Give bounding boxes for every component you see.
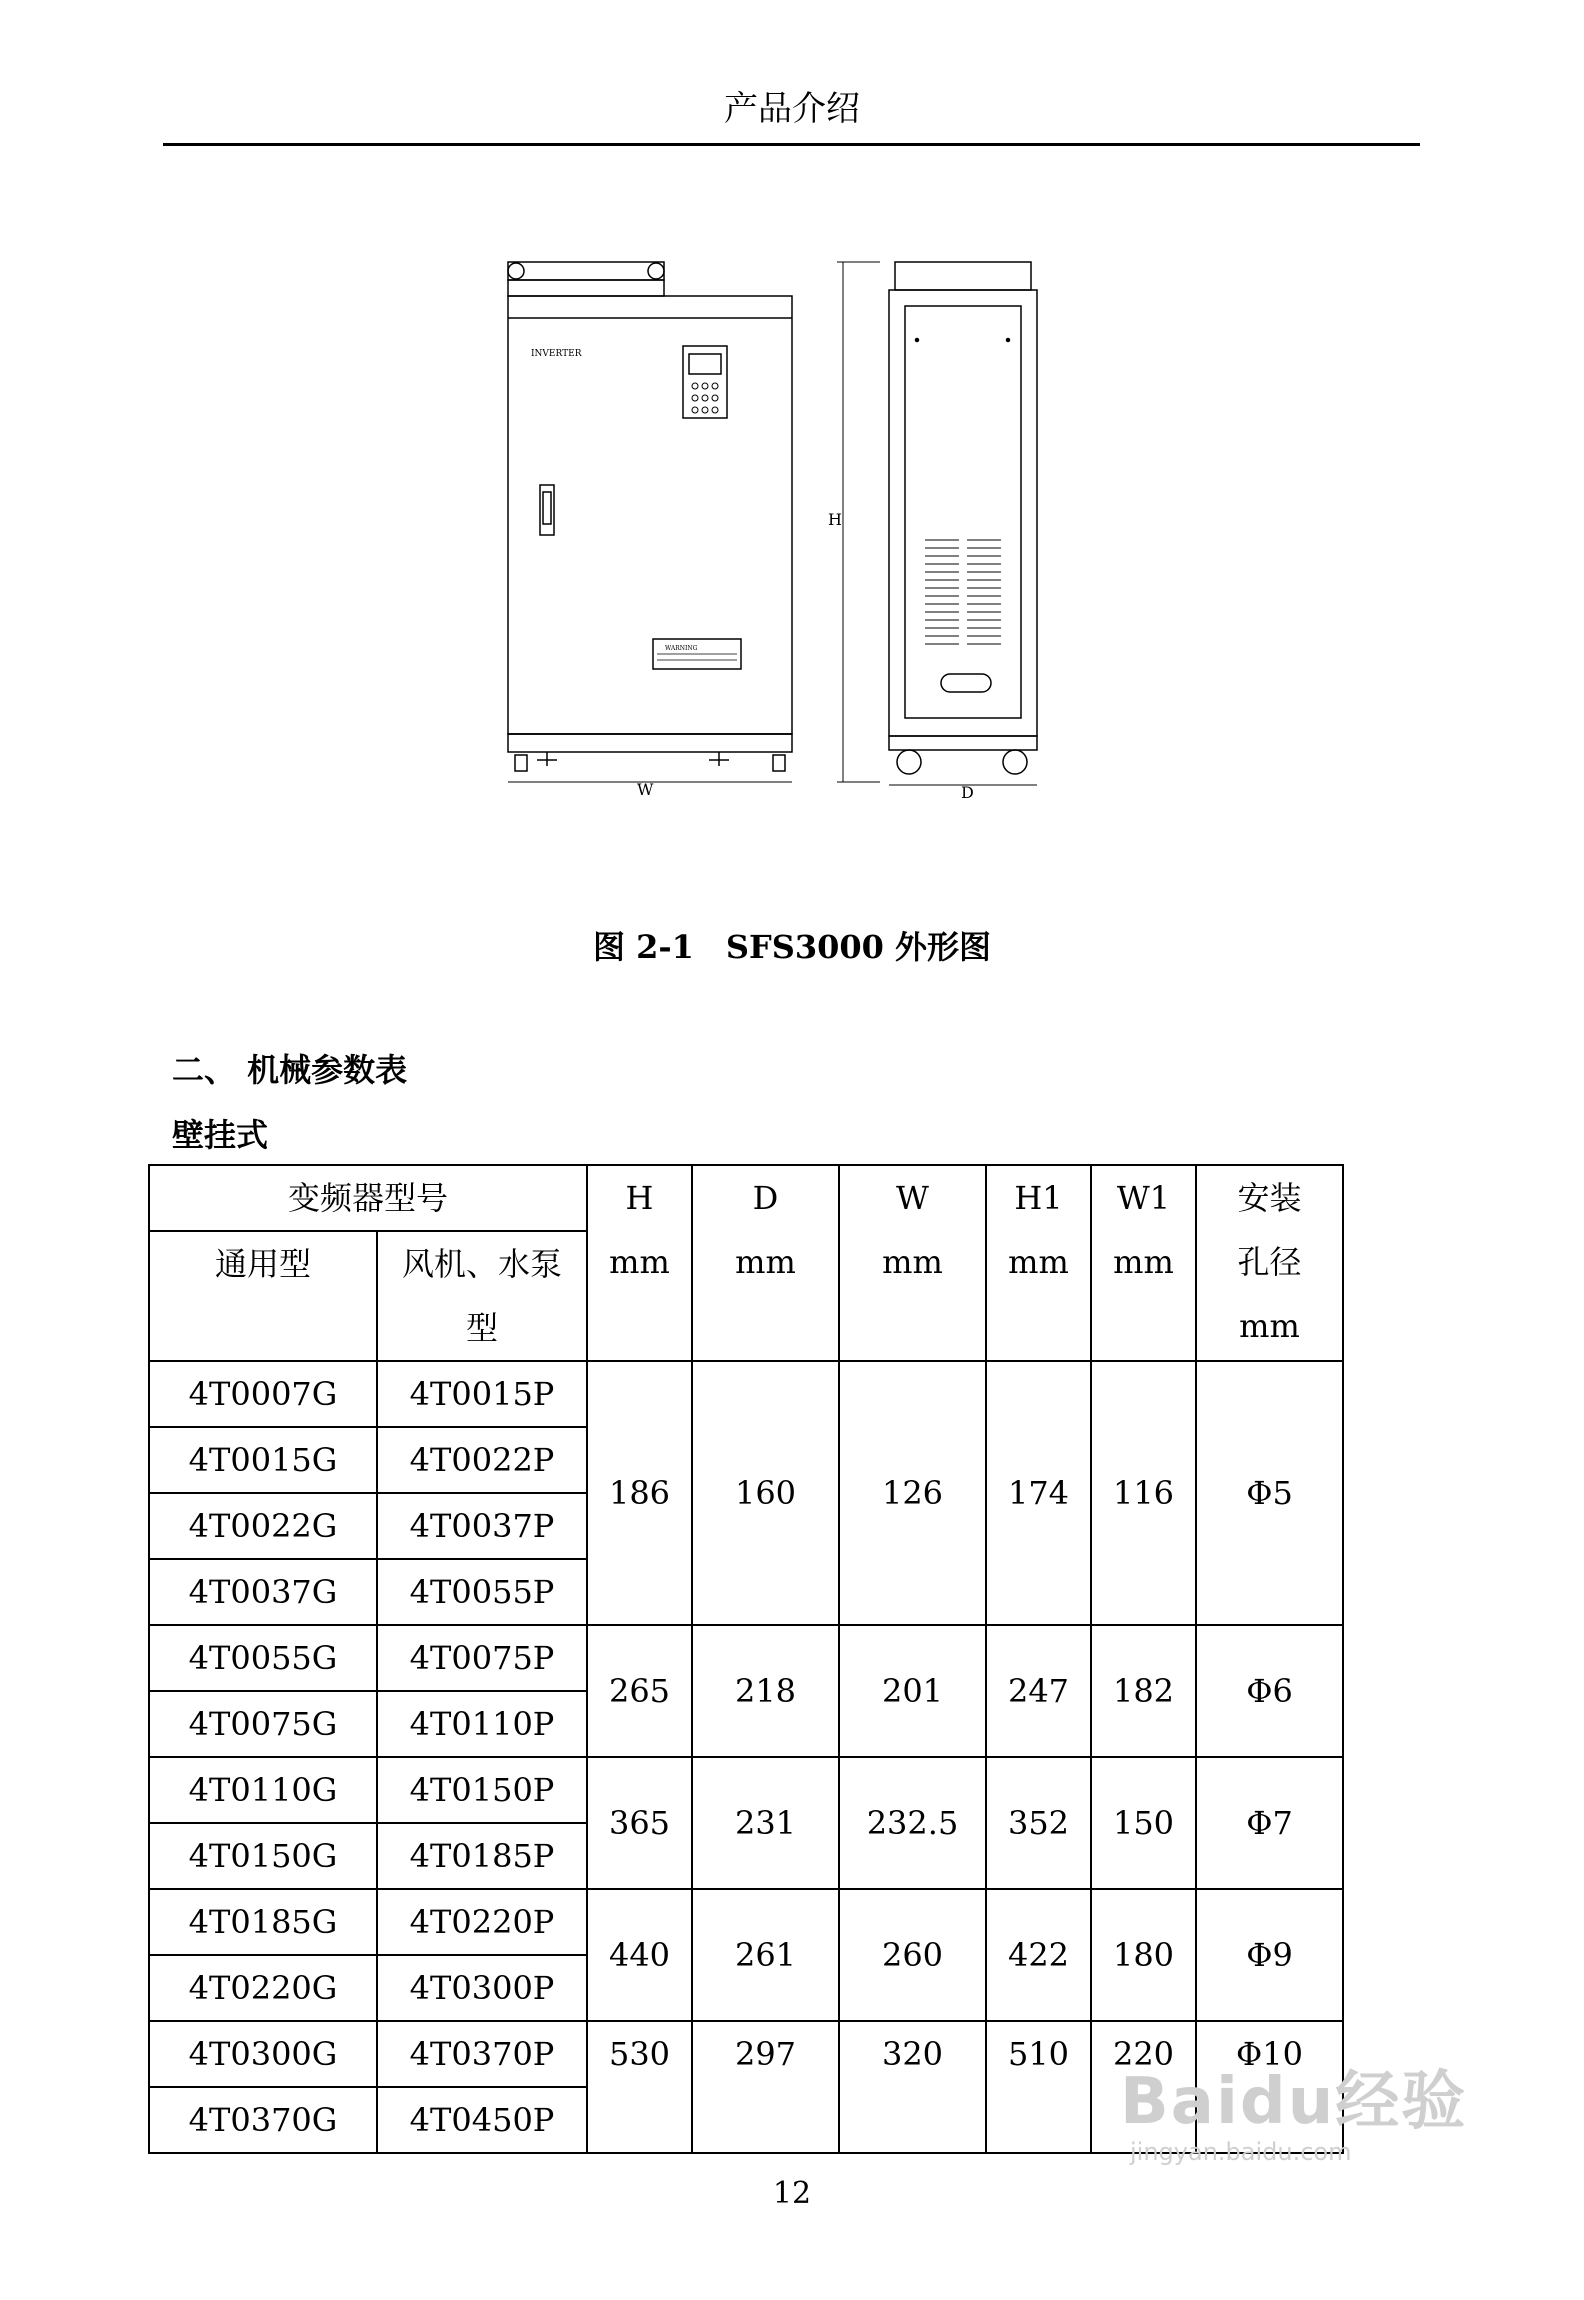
header-w: W mm	[839, 1165, 986, 1361]
header-d: D mm	[692, 1165, 839, 1361]
header-row-1	[149, 1165, 1343, 1231]
front-view	[508, 262, 792, 799]
figure-caption: 图 2-1 SFS3000 外形图	[592, 928, 992, 966]
baidu-jingyan-watermark	[1120, 2050, 1467, 2166]
table-row: 4T0055G 4T0075P 265 218 201 247 182 Φ6	[149, 1625, 1343, 1691]
warning-label: WARNING	[665, 645, 698, 652]
header-fan-pump: 风机、水泵 型	[377, 1231, 587, 1361]
header-general: 通用型	[149, 1231, 377, 1361]
header-h1: H1 mm	[986, 1165, 1091, 1361]
table-row: 4T0075G 4T0110P	[149, 1691, 1343, 1757]
table-row: 4T0037G 4T0055P	[149, 1559, 1343, 1625]
watermark-logo: Baidu经验	[1120, 2065, 1468, 2139]
header-rule	[163, 143, 1420, 146]
table-row: 4T0220G 4T0300P	[149, 1955, 1343, 2021]
table-row: 4T0185G 4T0220P 440 261 260 422 180 Φ9	[149, 1889, 1343, 1955]
table-row: 4T0370G 4T0450P	[149, 2087, 1343, 2153]
table-row: 4T0110G 4T0150P 365 231 232.5 352 150 Φ7	[149, 1757, 1343, 1823]
height-dimension	[828, 262, 880, 782]
dimension-h-label: H	[828, 510, 842, 529]
watermark-url: jingyan.baidu.com	[1130, 2138, 1352, 2166]
panel-label: INVERTER	[531, 349, 582, 359]
table-row: 4T0007G 4T0015P 186 160 126 174 116 Φ5	[149, 1361, 1343, 1427]
header-model: 变频器型号	[149, 1165, 587, 1231]
page-header-title: 产品介绍	[724, 89, 860, 129]
dimension-d-label: D	[961, 783, 974, 802]
table-row: 4T0022G 4T0037P	[149, 1493, 1343, 1559]
header-hole: 安装 孔径 mm	[1196, 1165, 1343, 1361]
section-subtitle: 壁挂式	[172, 1116, 269, 1154]
header-w1: W1 mm	[1091, 1165, 1196, 1361]
page-number: 12	[772, 2176, 812, 2211]
table-row: 4T0300G 4T0370P 530 297 320 510 220 Φ10	[149, 2021, 1343, 2087]
section-title: 二、 机械参数表	[172, 1051, 408, 1089]
dimension-w-label: W	[637, 780, 654, 799]
table-row: 4T0150G 4T0185P	[149, 1823, 1343, 1889]
mechanical-parameters-table	[148, 1164, 1344, 2154]
header-h: H mm	[587, 1165, 692, 1361]
table-row: 4T0015G 4T0022P	[149, 1427, 1343, 1493]
inverter-outline-drawing	[485, 250, 1085, 810]
side-view	[889, 262, 1037, 802]
